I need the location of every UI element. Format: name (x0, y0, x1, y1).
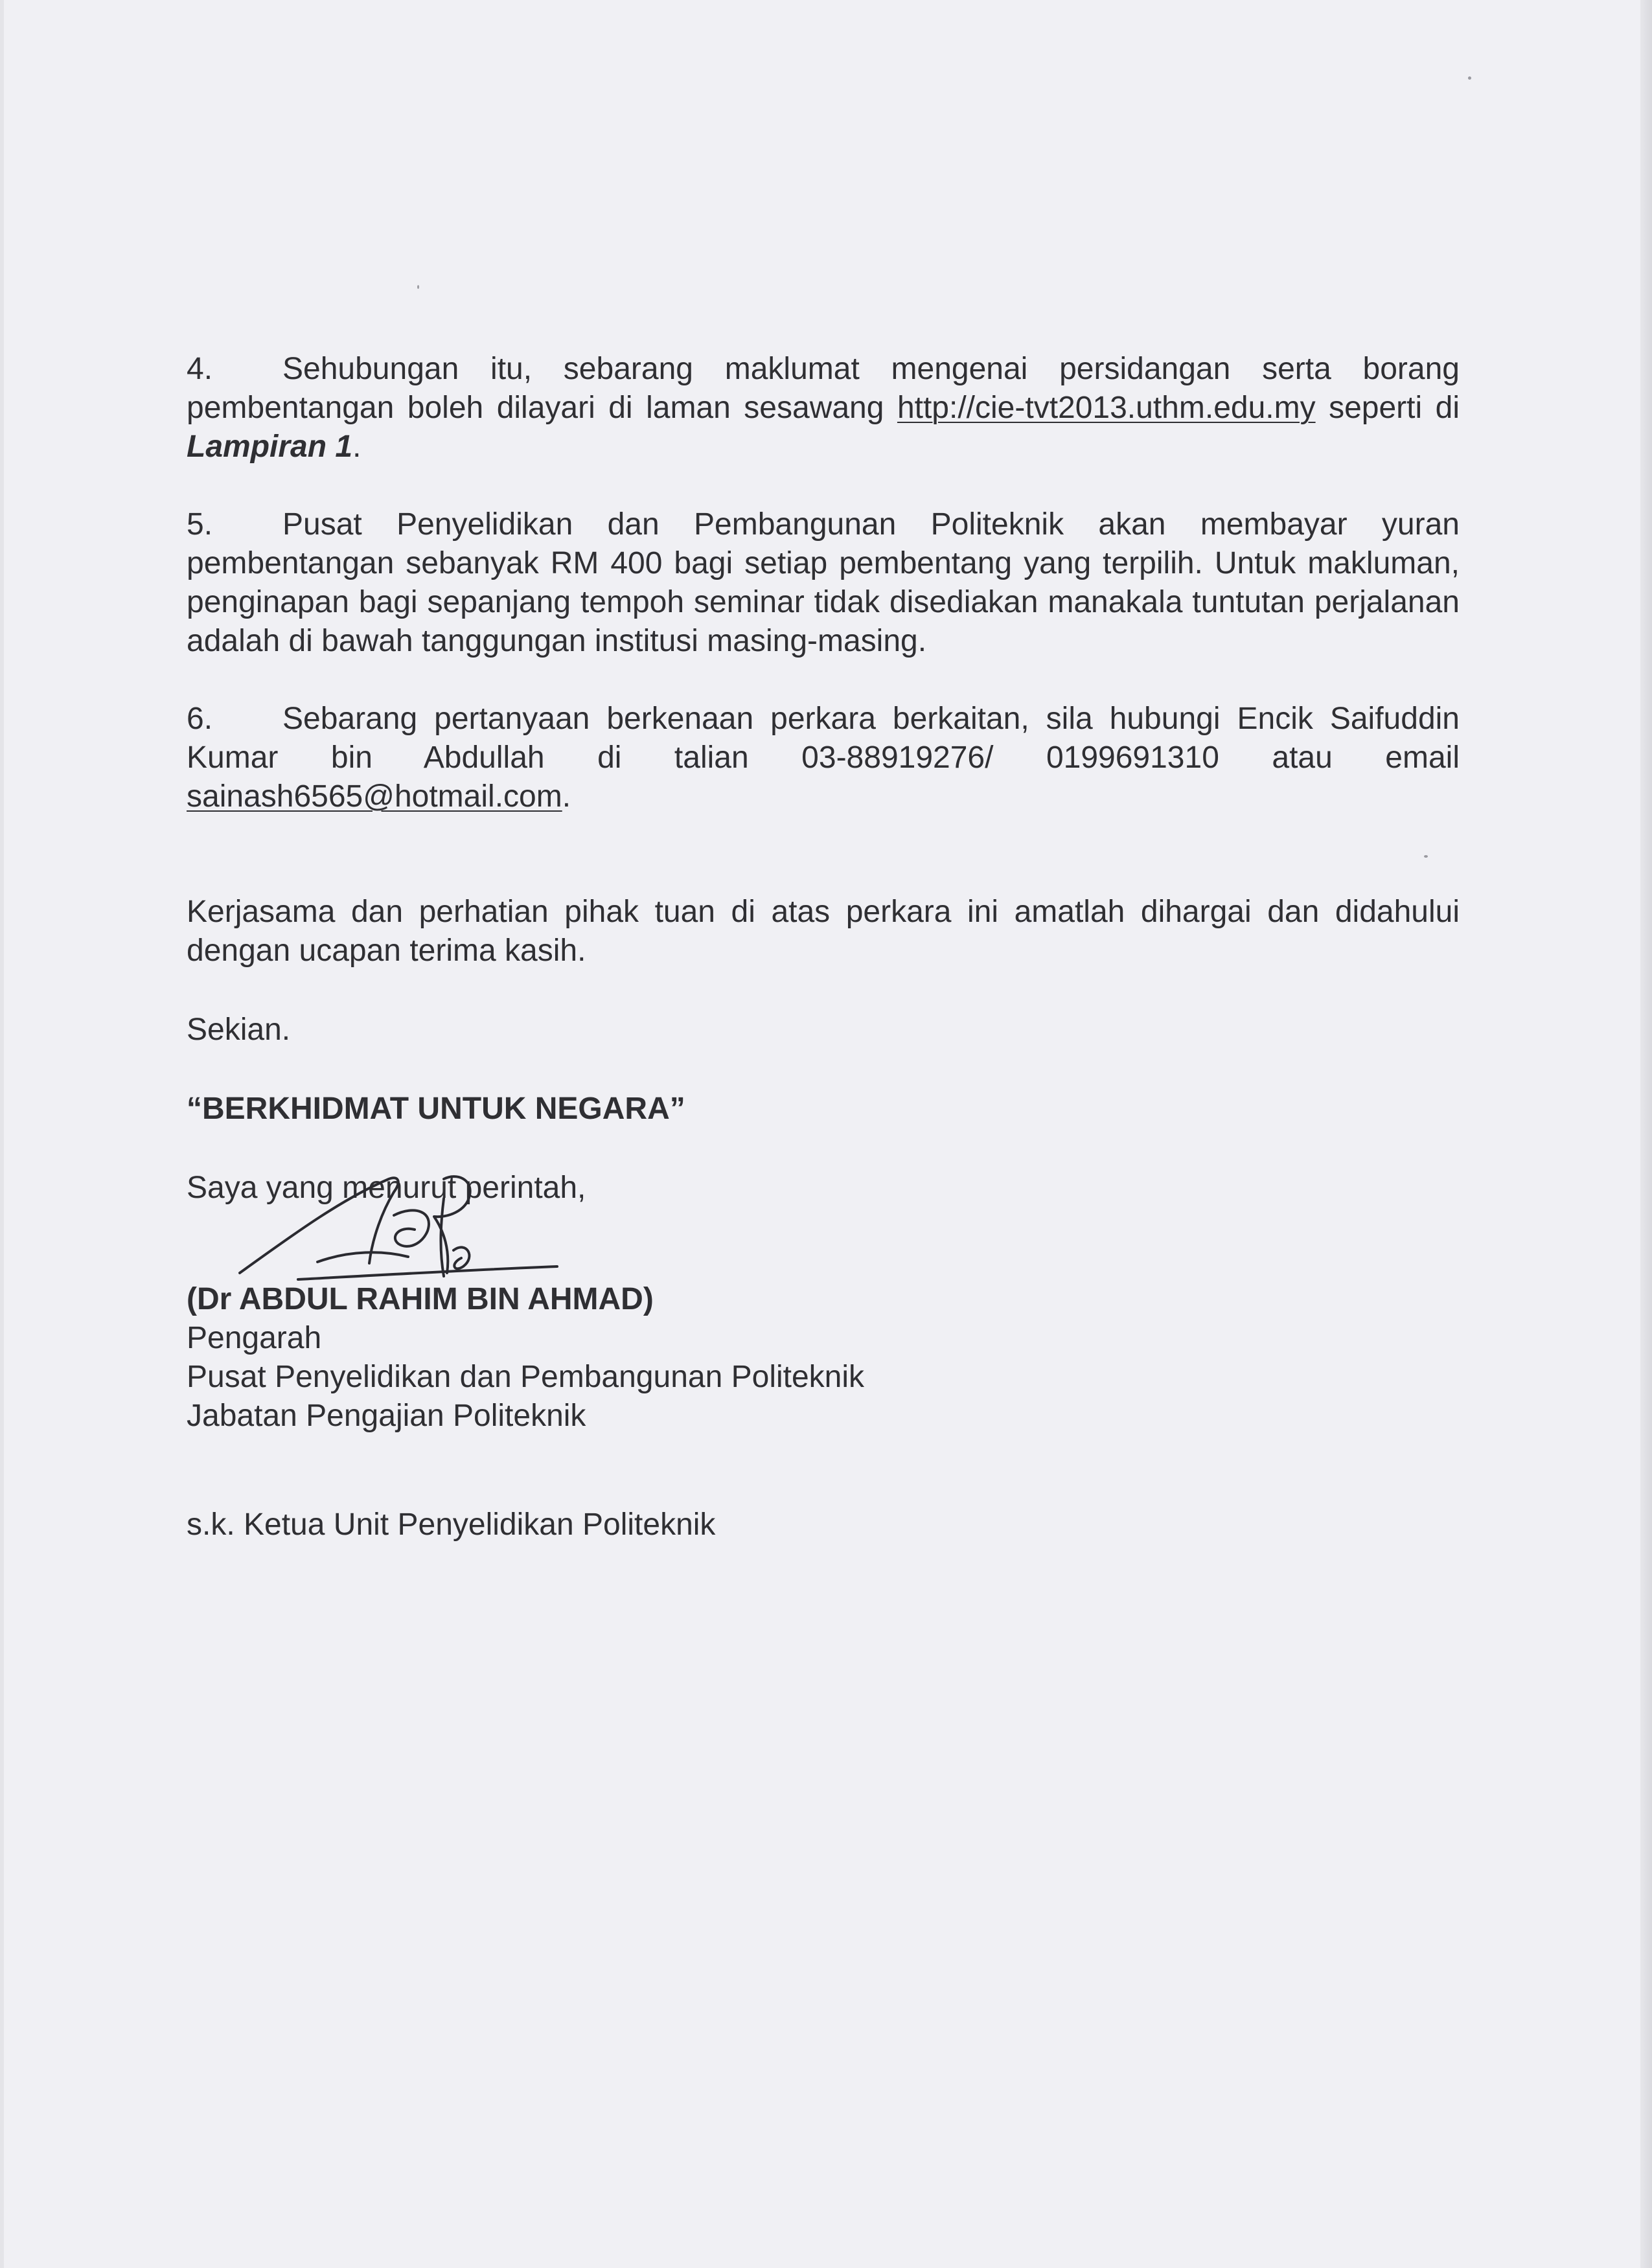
paragraph-end: . (562, 779, 571, 814)
paragraph-5 (187, 505, 1460, 661)
paragraph-number: 4. (187, 352, 213, 386)
carbon-copy-line: s.k. Ketua Unit Penyelidikan Politeknik (187, 1507, 716, 1542)
closing-remark: Kerjasama dan perhatian pihak tuan di atas perkara ini amatlah dihargai dan didahului dengan ucapan terima kasih. (187, 895, 1460, 968)
paragraph-text: Sehubungan itu, sebarang maklumat mengenai persidangan serta borang pembentangan boleh dilayari di laman sesawang (187, 352, 1460, 425)
paragraph-text: seperti di (1315, 391, 1460, 425)
scan-speck (1468, 76, 1471, 80)
email-link[interactable]: sainash6565@hotmail.com (187, 779, 562, 814)
signatory-title: Pengarah (187, 1321, 322, 1355)
signatory-department: Pusat Penyelidikan dan Pembangunan Politeknik (187, 1360, 865, 1394)
paragraph-text: Sebarang pertanyaan berkenaan perkara berkaitan, sila hubungi Encik Saifuddin Kumar bin Abdullah di talian 03-88919276/ 0199691310 atau email (187, 702, 1460, 775)
motto: “BERKHIDMAT UNTUK NEGARA” (187, 1092, 685, 1126)
paragraph-number: 5. (187, 507, 213, 542)
signatory-organisation: Jabatan Pengajian Politeknik (187, 1399, 586, 1433)
paragraph-text: Pusat Penyelidikan dan Pembangunan Politeknik akan membayar yuran pembentangan sebanyak RM 400 bagi setiap pembentang yang terpilih. Untuk makluman, penginapan bagi sepanjang tempoh seminar tidak disediakan manakala tuntutan perjalanan adalah di bawah tanggungan institusi masing-masing. (187, 507, 1460, 658)
scan-edge-right (1640, 0, 1652, 2268)
letter-body (187, 350, 1460, 1544)
sign-off: Sekian. (187, 1013, 291, 1047)
handwritten-signature (220, 1153, 583, 1296)
website-link[interactable]: http://cie-tvt2013.uthm.edu.my (897, 391, 1316, 425)
signatory-name: (Dr ABDUL RAHIM BIN AHMAD) (187, 1282, 654, 1316)
attachment-reference: Lampiran 1 (187, 430, 353, 464)
paragraph-number: 6. (187, 702, 213, 736)
paragraph-end: . (352, 430, 361, 464)
order-line: Saya yang menurut perintah, (187, 1171, 586, 1205)
paragraph-6 (187, 700, 1460, 816)
paragraph-4 (187, 350, 1460, 466)
scan-speck (417, 285, 419, 289)
scan-edge-left (0, 0, 4, 2268)
